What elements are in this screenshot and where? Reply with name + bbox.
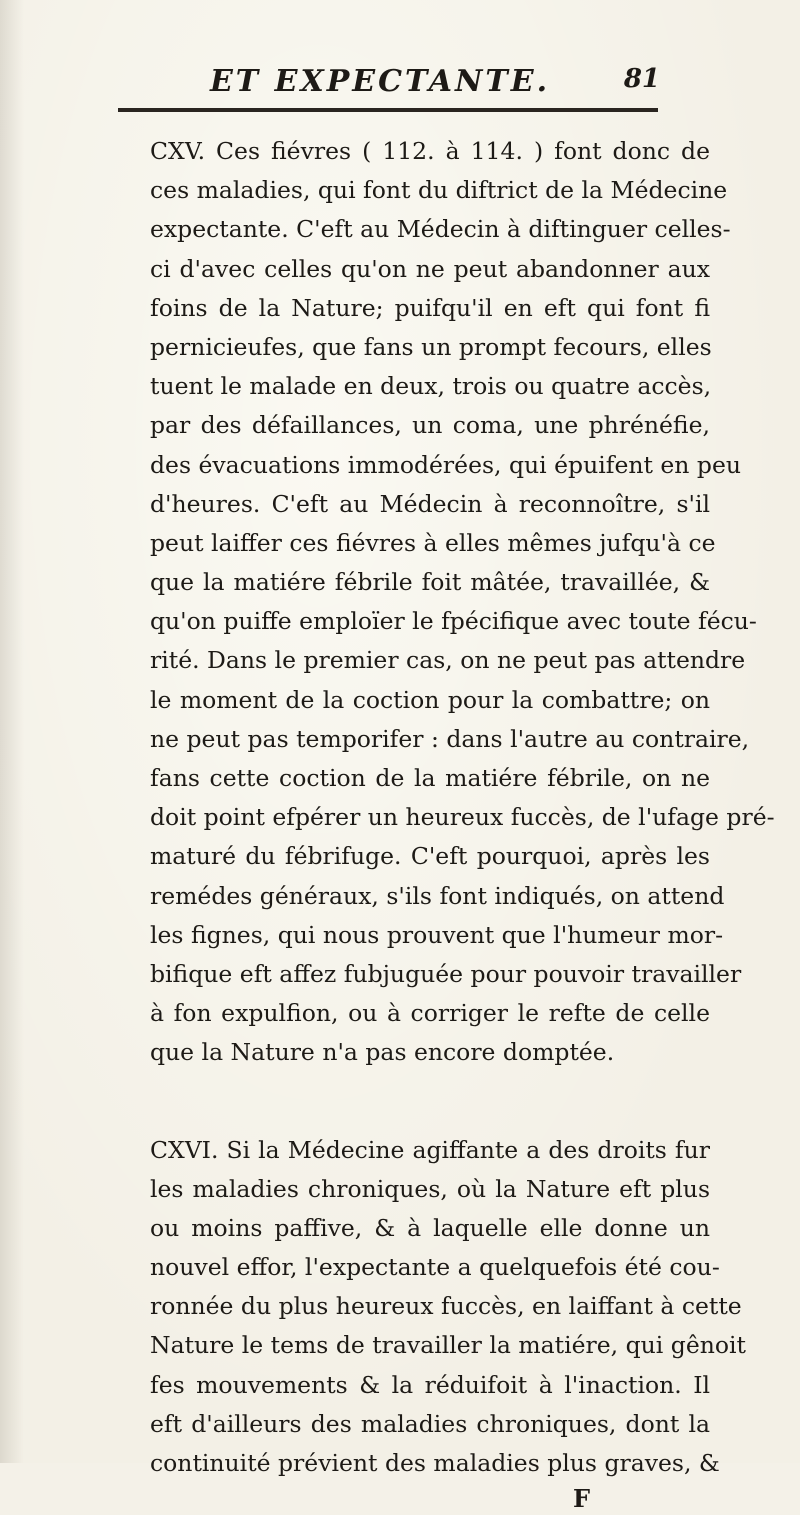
text-line: à fon expulfion, ou à corriger le refte de celle xyxy=(150,999,710,1028)
text-line: les fignes, qui nous prouvent que l'humeur mor- xyxy=(150,920,724,949)
text-line: fans cette coction de la matiére fébrile, on ne xyxy=(150,764,710,792)
page-number: 81 xyxy=(623,64,660,94)
text-line: rité. Dans le premier cas, on ne peut pas attendre xyxy=(150,646,746,675)
text-line: que la Nature n'a pas encore domptée. xyxy=(150,1038,615,1067)
signature-mark: F xyxy=(572,1484,590,1514)
text-line: ou moins paffive, & à laquelle elle donne un xyxy=(150,1213,710,1242)
text-line: CXV. Ces fiévres ( 112. à 114. ) font donc de xyxy=(150,137,710,165)
text-line: foins de la Nature; puifqu'il en eft qui font fi xyxy=(150,293,710,322)
text-line: le moment de la coction pour la combattre; on xyxy=(150,685,710,714)
text-line: ne peut pas temporifer : dans l'autre au contraire, xyxy=(150,724,750,753)
text-line: expectante. C'eft au Médecin à diftinguer celles- xyxy=(150,215,731,244)
text-line: tuent le malade en deux, trois ou quatre accès, xyxy=(150,372,712,401)
text-line: d'heures. C'eft au Médecin à reconnoître, s'il xyxy=(150,489,710,518)
text-line: par des défaillances, un coma, une phrénéfie, xyxy=(150,411,710,440)
text-line: ci d'avec celles qu'on ne peut abandonner aux xyxy=(150,254,710,283)
body-text xyxy=(150,132,775,1515)
text-line: Nature le tems de travailler la matiére, qui gênoit xyxy=(150,1331,746,1360)
text-line: bifique eft affez fubjuguée pour pouvoir travailler xyxy=(150,959,742,988)
text-line: continuité prévient des maladies plus graves, & xyxy=(150,1449,720,1477)
text-line: qu'on puiffe emploïer le fpécifique avec toute fécu- xyxy=(150,607,757,636)
running-head xyxy=(140,64,660,104)
text-line: eft d'ailleurs des maladies chroniques, dont la xyxy=(150,1409,710,1438)
text-line: fes mouvements & la réduifoit à l'inaction. Il xyxy=(150,1370,710,1399)
text-line: pernicieufes, que fans un prompt fecours, elles xyxy=(150,332,712,361)
text-line: remédes généraux, s'ils font indiqués, on attend xyxy=(150,881,725,910)
text-line: que la matiére fébrile foit mâtée, travaillée, & xyxy=(150,568,710,597)
text-line: nouvel effor, l'expectante a quelquefois été cou- xyxy=(150,1253,720,1282)
running-head-title: ET EXPECTANTE. xyxy=(209,64,551,99)
paragraph-gap xyxy=(150,1073,710,1131)
text-line: doit point efpérer un heureux fuccès, de l'ufage pré- xyxy=(150,803,775,832)
text-line: CXVI. Si la Médecine agiffante a des droits fur xyxy=(150,1135,710,1164)
binding-shadow xyxy=(0,0,24,1463)
text-line: maturé du fébrifuge. C'eft pourquoi, après les xyxy=(150,842,710,871)
text-line: ronnée du plus heureux fuccès, en laiffant à cette xyxy=(150,1292,742,1321)
text-line: les maladies chroniques, où la Nature eft plus xyxy=(150,1174,710,1203)
text-line: peut laiffer ces fiévres à elles mêmes jufqu'à ce xyxy=(150,528,716,557)
text-line: ces maladies, qui font du diftrict de la Médecine xyxy=(150,176,728,205)
paragraph-cxvi xyxy=(150,1131,746,1484)
header-rule xyxy=(118,108,658,112)
text-line: des évacuations immodérées, qui épuifent en peu xyxy=(150,450,741,479)
paragraph-cxv xyxy=(150,132,775,1073)
